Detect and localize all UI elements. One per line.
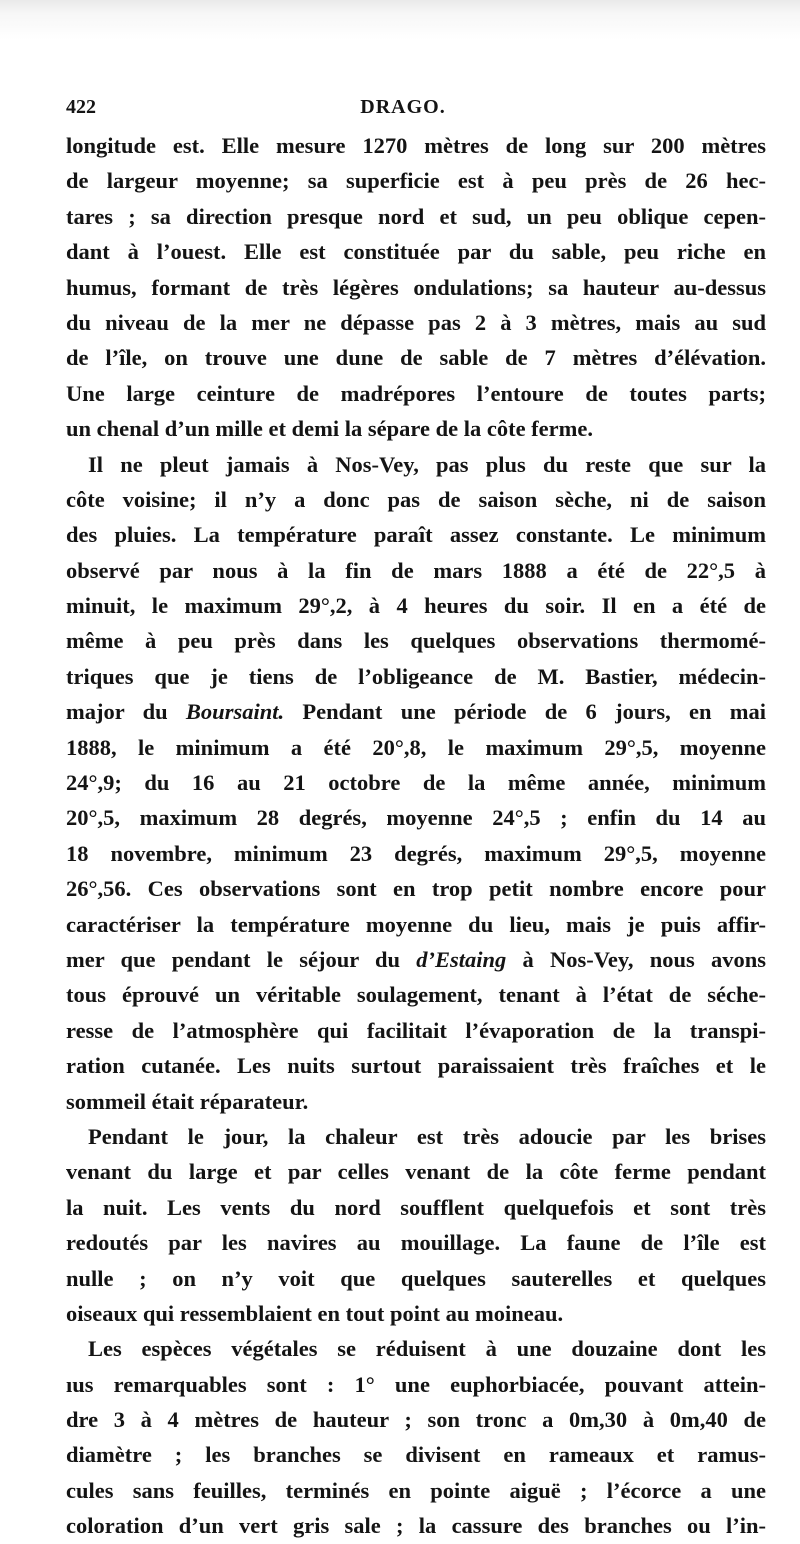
text-line: coloration d’un vert gris sale ; la cassure des branches ou l’in- [66, 1513, 766, 1539]
text-line: Les espèces végétales se réduisent à une douzaine dont les [88, 1336, 766, 1362]
text-line: cules sans feuilles, terminés en pointe aiguë ; l’écorce a une [66, 1477, 766, 1503]
text-line: un chenal d’un mille et demi la sépare de la côte ferme. [66, 416, 594, 442]
text-line: Pendant le jour, la chaleur est très adoucie par les brises [88, 1123, 766, 1149]
ship-name-estaing: d’Estaing [416, 946, 507, 972]
text-line: ıus remarquables sont : 1° une euphorbiacée, pouvant attein- [66, 1371, 766, 1397]
text-line: de l’île, on trouve une dune de sable de 7 mètres d’élévation. [66, 345, 766, 371]
text-line: diamètre ; les branches se divisent en rameaux et ramus- [66, 1442, 766, 1468]
running-head: DRAGO. [360, 96, 446, 118]
text-line: dre 3 à 4 mètres de hauteur ; son tronc a 0m,30 à 0m,40 de [66, 1407, 766, 1433]
text-line: resse de l’atmosphère qui facilitait l’évaporation de la transpi- [66, 1017, 766, 1043]
text-line: humus, formant de très légères ondulations; sa hauteur au-dessus [66, 274, 766, 300]
text-line: Il ne pleut jamais à Nos-Vey, pas plus du reste que sur la [88, 451, 766, 477]
text-line: 1888, le minimum a été 20°,8, le maximum 29°,5, moyenne [66, 734, 766, 760]
text-line: dant à l’ouest. Elle est constituée par du sable, peu riche en [66, 239, 766, 265]
text-line: observé par nous à la fin de mars 1888 a été de 22°,5 à [66, 557, 766, 583]
text-line: triques que je tiens de l’obligeance de M. Bastier, médecin- [66, 663, 766, 689]
text-line-mixed [66, 694, 766, 729]
text-line: oiseaux qui ressemblaient en tout point au moineau. [66, 1300, 564, 1326]
text-line: tares ; sa direction presque nord et sud, un peu oblique cepen- [66, 203, 766, 229]
text-line: même à peu près dans les quelques observations thermomé- [66, 628, 766, 654]
text-fragment: major du [66, 699, 186, 725]
text-fragment: Pendant une période de 6 jours, en mai [284, 699, 766, 725]
text-line: la nuit. Les vents du nord soufflent quelquefois et sont très [66, 1194, 766, 1220]
text-line: tous éprouvé un véritable soulagement, tenant à l’état de séche- [66, 982, 766, 1008]
text-line: caractériser la température moyenne du lieu, mais je puis affir- [66, 911, 766, 937]
text-line: venant du large et par celles venant de la côte ferme pendant [66, 1159, 766, 1185]
text-line-mixed [66, 942, 766, 977]
text-line: 20°,5, maximum 28 degrés, moyenne 24°,5 ; enfin du 14 au [66, 805, 766, 831]
text-line: 24°,9; du 16 au 21 octobre de la même année, minimum [66, 770, 766, 796]
text-line: 26°,56. Ces observations sont en trop petit nombre encore pour [66, 876, 766, 902]
text-line: 18 novembre, minimum 23 degrés, maximum 29°,5, moyenne [66, 840, 766, 866]
text-line: Une large ceinture de madrépores l’entoure de toutes parts; [66, 380, 766, 406]
text-line: du niveau de la mer ne dépasse pas 2 à 3 mètres, mais au sud [66, 309, 766, 335]
text-fragment: à Nos-Vey, nous avons [506, 946, 766, 972]
text-line: sommeil était réparateur. [66, 1088, 309, 1114]
body-text [66, 128, 766, 1544]
text-line: nulle ; on n’y voit que quelques sauterelles et quelques [66, 1265, 766, 1291]
text-line: de largeur moyenne; sa superficie est à peu près de 26 hec- [66, 168, 766, 194]
text-line: minuit, le maximum 29°,2, à 4 heures du soir. Il en a été de [66, 593, 766, 619]
text-line: redoutés par les navires au mouillage. La faune de l’île est [66, 1230, 766, 1256]
text-line: ration cutanée. Les nuits surtout paraissaient très fraîches et le [66, 1053, 766, 1079]
ship-name-boursaint: Boursaint. [185, 699, 285, 725]
page-header [66, 96, 740, 126]
text-line: côte voisine; il n’y a donc pas de saison sèche, ni de saison [66, 486, 766, 512]
text-fragment: mer que pendant le séjour du [66, 946, 417, 972]
page-number: 422 [66, 96, 96, 118]
text-line: des pluies. La température paraît assez constante. Le minimum [66, 522, 766, 548]
text-line: longitude est. Elle mesure 1270 mètres de long sur 200 mètres [66, 133, 766, 158]
